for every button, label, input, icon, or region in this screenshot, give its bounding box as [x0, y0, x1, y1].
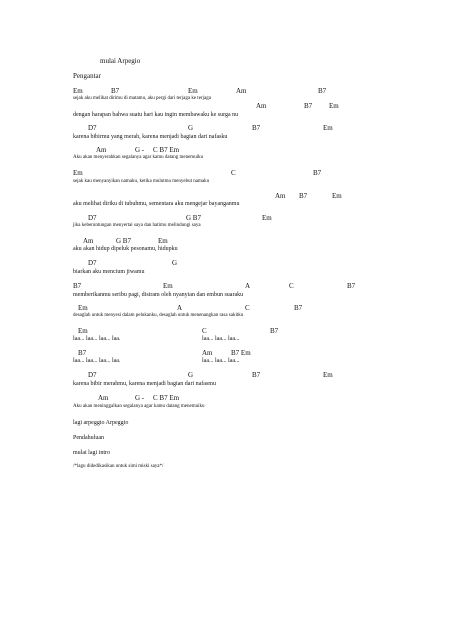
chord: C	[231, 169, 236, 177]
chord: Em	[73, 169, 83, 177]
chord: Am	[202, 349, 213, 357]
lyric-line: sejak kau menyanyikan namaku, ketika mulutmu menyebut namaku	[73, 179, 210, 184]
chord: G	[188, 371, 194, 379]
chord: D7	[88, 371, 97, 379]
chord: Em	[323, 124, 333, 132]
lyric-line: Aku akan meninggalkan segalanya agar kamu datang menemuiku	[73, 404, 205, 409]
chord: B7	[294, 304, 303, 312]
chord: G -	[135, 394, 145, 402]
lyric-line: karena bibirmu yang merah, karena menjadi bagian dari nafasku	[73, 134, 228, 140]
chord: B7	[78, 349, 87, 357]
chord: Em	[332, 192, 342, 200]
lyric-line: karena bibir merahmu, karena menjadi bagian dari nafasmu	[73, 381, 216, 387]
chord: Am	[236, 87, 247, 95]
chord: C	[289, 282, 294, 290]
chord: Em	[163, 282, 173, 290]
chord: Am	[98, 394, 109, 402]
chord: B7	[111, 87, 120, 95]
lyric-line: biarkan aku mencium jiwamu	[73, 269, 145, 275]
chord: G B7	[186, 214, 201, 222]
chord: Em	[158, 237, 168, 245]
lyric-line: memberikanmu seribu pagi, disiram oleh nyanyian dan embun suaraku	[73, 292, 244, 298]
outro-line: lagi arpeggio Arpeggio	[73, 420, 129, 426]
chord: Am	[96, 146, 107, 154]
chord: Em	[323, 371, 333, 379]
chord: A	[245, 282, 251, 290]
chord: B7	[313, 169, 322, 177]
lyric-line: sejak aku melihat dirimu di matamu, aku pergi dari terjaga ke terjaga	[73, 96, 211, 101]
outro-line: mulai lagi intro	[73, 450, 110, 456]
lyric-line: aku akan hidup dipeluk pesonamu, hidupku	[73, 246, 178, 252]
chord: C	[245, 304, 250, 312]
chord: G -	[135, 146, 145, 154]
chord: Am	[256, 102, 267, 110]
top-note: mulai Arpegio	[100, 57, 141, 65]
chord: A	[177, 304, 183, 312]
chord: B7	[252, 371, 261, 379]
dedication-note: /*lagu didedikasikan untuk simi miski saya*/	[73, 464, 164, 469]
chord: Em	[188, 87, 198, 95]
chord: D7	[88, 214, 97, 222]
chord: B7	[347, 282, 356, 290]
chord: B7	[299, 192, 308, 200]
chord: D7	[88, 259, 97, 267]
chord: Em	[78, 304, 88, 312]
chord: B7	[73, 282, 82, 290]
lyric-line: laa... laa... laa...	[202, 336, 240, 342]
chord: Em	[78, 327, 88, 335]
chord: C	[202, 327, 207, 335]
lyric-line: Aku akan menyerahkan segalanya agar kamu datang menemuiku	[73, 155, 204, 160]
chord: Em	[329, 102, 339, 110]
chord: G	[188, 124, 194, 132]
chord: C B7 Em	[153, 394, 180, 402]
chord: B7	[252, 124, 261, 132]
chord: Am	[83, 237, 94, 245]
lyric-line: laa... laa... laa...	[202, 358, 240, 364]
chord: Am	[275, 192, 286, 200]
chord: B7	[318, 87, 327, 95]
lyric-line: laa... laa... laa... laa.	[73, 336, 121, 342]
intro-label: Pengantar	[73, 72, 101, 80]
lyric-line: desaglah untuk menyesi dalam pelukanku, desaglah untuk menenangkan rasa sakitku	[73, 313, 244, 318]
chord: G	[172, 259, 178, 267]
lyric-line: laa... laa... laa... laa.	[73, 358, 121, 364]
lyric-line: dengan harapan bahwa suatu hari kau ingin membawaku ke surga nu	[73, 112, 239, 118]
chord: C B7 Em	[153, 146, 180, 154]
chord: G B7	[116, 237, 131, 245]
chord: B7	[304, 102, 313, 110]
lyric-line: aku melihat diriku di tubuhmu, sementara aku mengejar bayanganmu	[73, 201, 240, 207]
chord: Em	[262, 214, 272, 222]
lyric-line: jika keberuntungan menyertai saya dan hatimu melindungi saya	[73, 223, 201, 228]
chord: D7	[88, 124, 97, 132]
chord: Em	[73, 87, 83, 95]
outro-line: Pendahuluan	[73, 435, 104, 441]
chord: B7 Em	[231, 349, 251, 357]
chord: B7	[270, 327, 279, 335]
